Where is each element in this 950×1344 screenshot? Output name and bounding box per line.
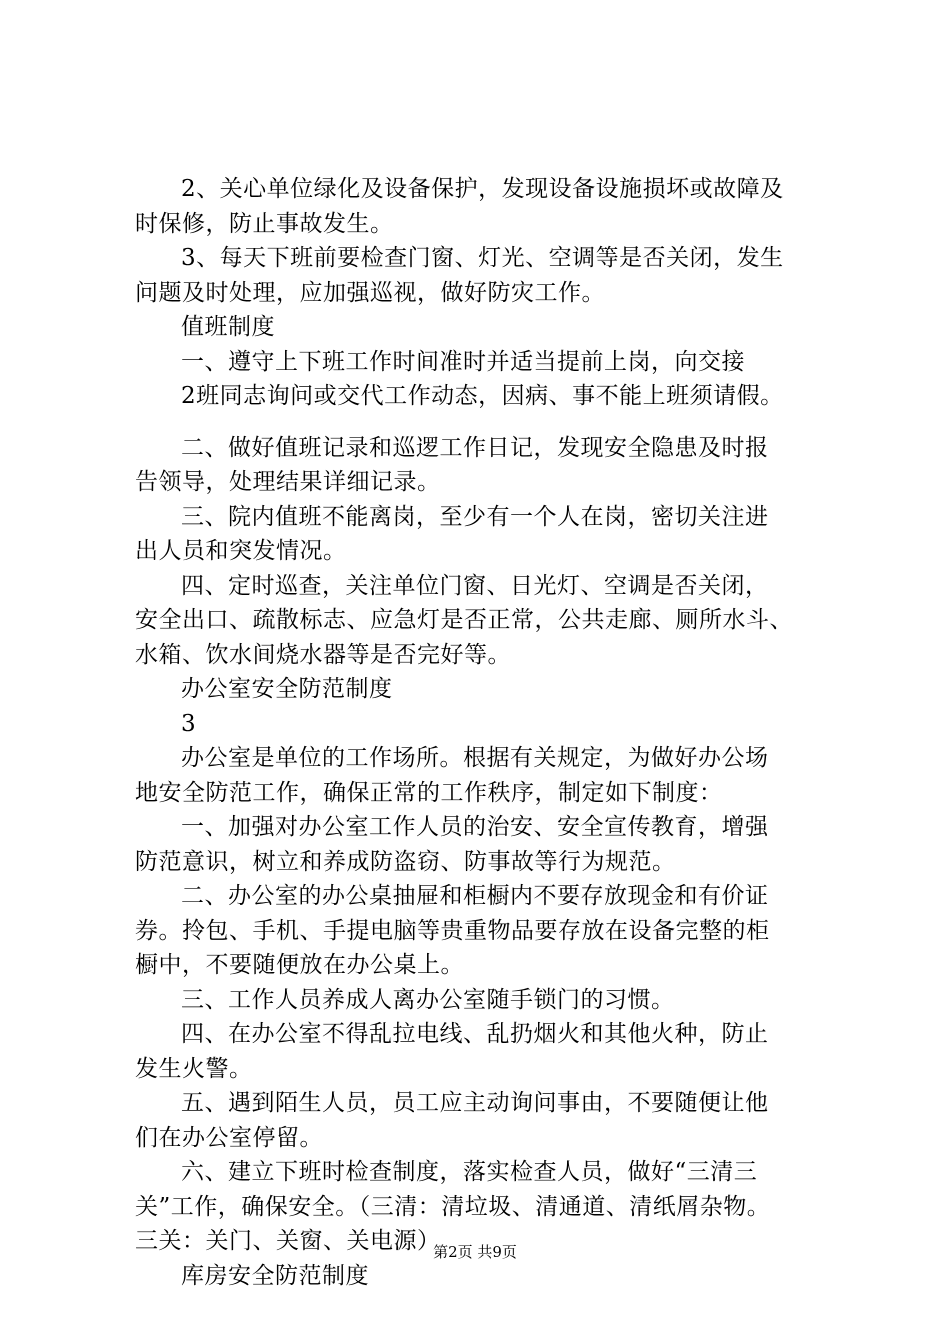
paragraph-line: 水箱、饮水间烧水器等是否完好等。 bbox=[135, 641, 511, 668]
paragraph-line: 三、院内值班不能离岗，至少有一个人在岗，密切关注进 bbox=[181, 503, 769, 530]
section-heading: 值班制度 bbox=[181, 314, 275, 340]
section-heading: 库房安全防范制度 bbox=[181, 1262, 369, 1289]
paragraph-line: 2、关心单位绿化及设备保护，发现设备设施损坏或故障及 bbox=[181, 176, 784, 202]
paragraph-line: 三、工作人员养成人离办公室随手锁门的习惯。 bbox=[181, 986, 675, 1013]
paragraph-line: 3、每天下班前要检查门窗、灯光、空调等是否关闭，发生 bbox=[181, 245, 784, 271]
paragraph-line: 发生火警。 bbox=[135, 1055, 253, 1082]
paragraph-line: 橱中，不要随便放在办公桌上。 bbox=[135, 952, 464, 978]
page-number-footer: 第2页 共9页 bbox=[433, 1243, 517, 1261]
paragraph-line: 四、在办公室不得乱拉电线、乱扔烟火和其他火种，防止 bbox=[181, 1021, 769, 1047]
paragraph-line: 五、遇到陌生人员，员工应主动询问事由，不要随便让他 bbox=[181, 1090, 769, 1116]
paragraph-line: 关”工作，确保安全。（三清：清垃圾、清通道、清纸屑杂物。 bbox=[135, 1193, 771, 1220]
paragraph-line: 二、做好值班记录和巡逻工作日记，发现安全隐患及时报 bbox=[181, 434, 769, 461]
document-body bbox=[135, 172, 835, 1293]
paragraph-line: 2班同志询问或交代工作动态，因病、事不能上班须请假。 bbox=[181, 383, 784, 409]
blank-gap bbox=[135, 414, 835, 431]
paragraph-line: 办公室是单位的工作场所。根据有关规定，为做好办公场 bbox=[181, 745, 769, 771]
paragraph-line: 告领导，处理结果详细记录。 bbox=[135, 469, 441, 495]
paragraph-line: 防范意识，树立和养成防盗窃、防事故等行为规范。 bbox=[135, 848, 676, 875]
paragraph-line: 地安全防范工作，确保正常的工作秩序，制定如下制度： bbox=[135, 779, 723, 806]
paragraph-line: 出人员和突发情况。 bbox=[135, 538, 347, 564]
paragraph-line: 一、加强对办公室工作人员的治安、安全宣传教育，增强 bbox=[181, 814, 769, 840]
paragraph-line: 券。拎包、手机、手提电脑等贵重物品要存放在设备完整的柜 bbox=[135, 917, 770, 944]
paragraph-line: 安全出口、疏散标志、应急灯是否正常，公共走廊、厕所水斗、 bbox=[135, 607, 793, 633]
paragraph-line: 六、建立下班时检查制度，落实检查人员，做好“三清三 bbox=[181, 1159, 758, 1185]
paragraph-line: 一、遵守上下班工作时间准时并适当提前上岗，向交接 bbox=[181, 348, 745, 375]
paragraph-line: 时保修，防止事故发生。 bbox=[135, 210, 394, 237]
paragraph-line: 二、办公室的办公桌抽屉和柜橱内不要存放现金和有价证 bbox=[181, 883, 769, 909]
stray-number: 3 bbox=[181, 710, 197, 737]
paragraph-line: 三关：关门、关窗、关电源） bbox=[135, 1228, 441, 1254]
section-heading: 办公室安全防范制度 bbox=[181, 676, 393, 702]
paragraph-line: 四、定时巡查，关注单位门窗、日光灯、空调是否关闭， bbox=[181, 572, 769, 599]
paragraph-line: 问题及时处理，应加强巡视，做好防灾工作。 bbox=[135, 279, 605, 306]
paragraph-line: 们在办公室停留。 bbox=[135, 1124, 323, 1151]
